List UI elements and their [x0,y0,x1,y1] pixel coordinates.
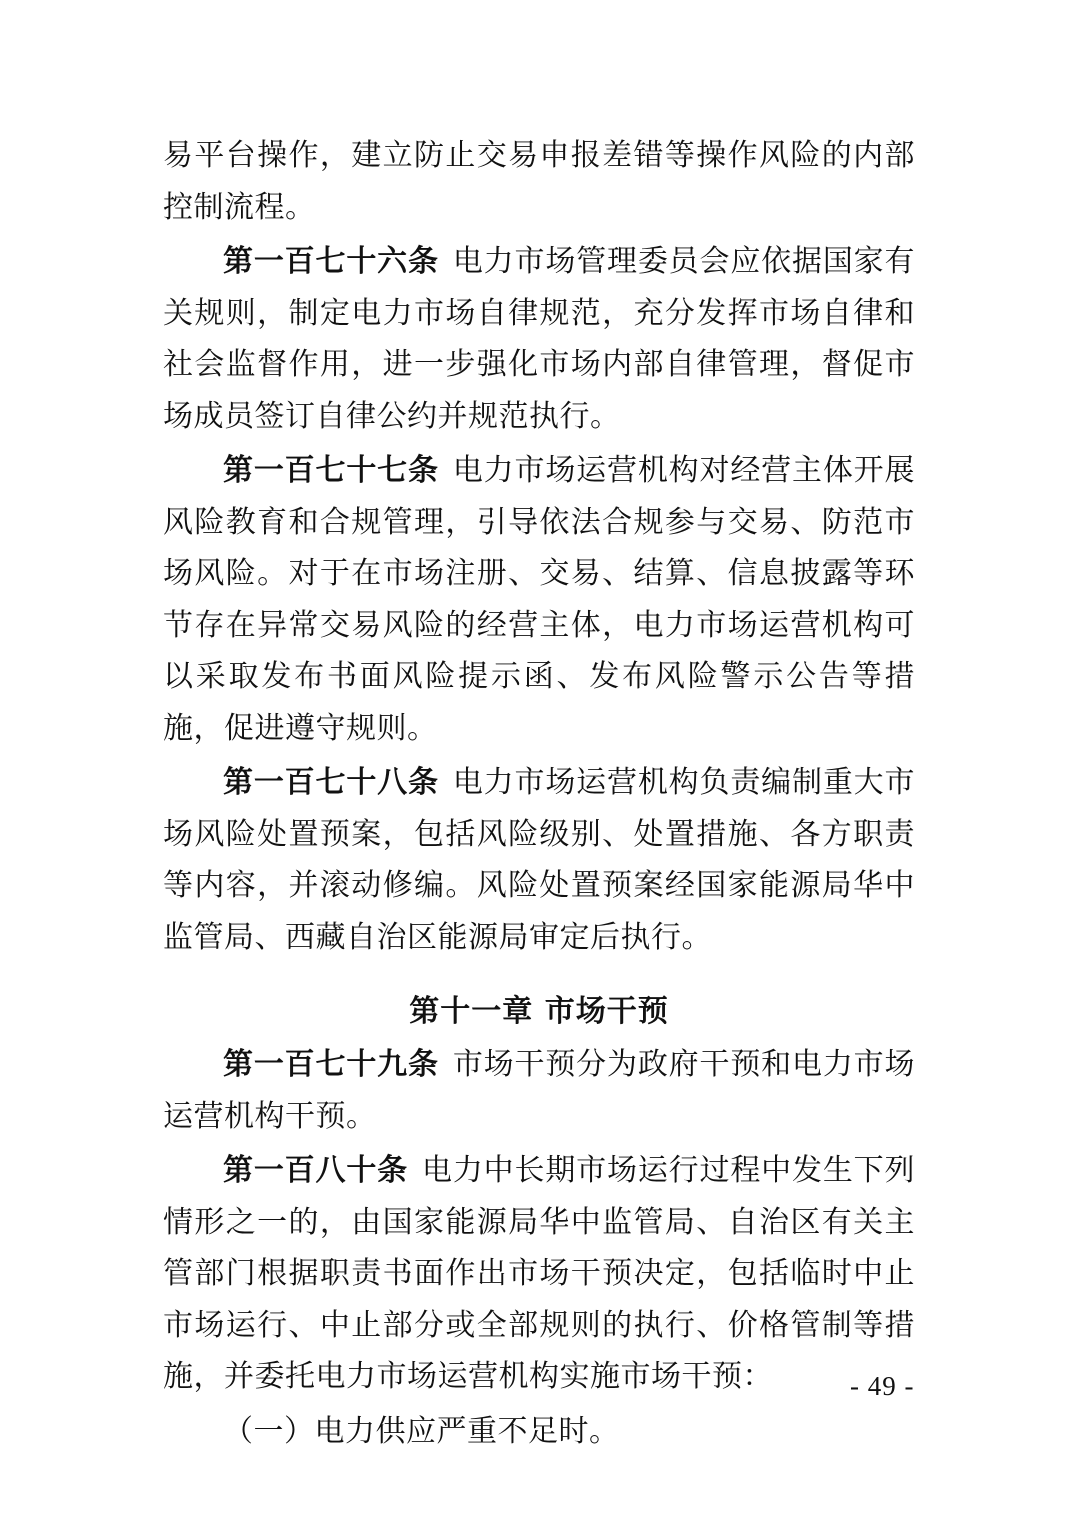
article-number: 第一百八十条 [223,1153,408,1188]
article-number: 第一百七十八条 [223,765,439,800]
article-number: 第一百七十九条 [223,1047,439,1082]
paragraph-continuation [163,130,915,233]
article-text: 电力市场运营机构对经营主体开展风险教育和合规管理，引导依法合规参与交易、防范市场风险。对于在市场注册、交易、结算、信息披露等环节存在异常交易风险的经营主体，电力市场运营机构可以采取发布书面风险提示函、发布风险警示公告等措施，促进遵守规则。 [163,453,916,746]
article-text: 电力中长期市场运行过程中发生下列情形之一的，由国家能源局华中监管局、自治区有关主管部门根据职责书面作出市场干预决定，包括临时中止市场运行、中止部分或全部规则的执行、价格管制等措施，并委托电力市场运营机构实施市场干预： [163,1153,915,1394]
chapter-title: 第十一章 市场干预 [409,994,669,1029]
article-number: 第一百七十六条 [223,244,439,279]
article-179 [163,1039,915,1142]
paragraph-text: 易平台操作，建立防止交易申报差错等操作风险的内部控制流程。 [163,138,915,225]
article-text: 电力市场运营机构负责编制重大市场风险处置预案，包括风险级别、处置措施、各方职责等内容，并滚动修编。风险处置预案经国家能源局华中监管局、西藏自治区能源局审定后执行。 [163,765,916,955]
article-text: 电力市场管理委员会应依据国家有关规则，制定电力市场自律规范，充分发挥市场自律和社会监督作用，进一步强化市场内部自律管理，督促市场成员签订自律公约并规范执行。 [163,244,916,434]
article-text: 市场干预分为政府干预和电力市场运营机构干预。 [163,1047,916,1134]
article-number: 第一百七十七条 [223,453,439,488]
list-item-1 [163,1406,915,1458]
article-178 [163,757,915,963]
list-item-text: （一）电力供应严重不足时。 [223,1413,620,1449]
article-177 [163,445,915,754]
article-180 [163,1145,915,1403]
article-176 [163,236,915,442]
page-number: - 49 - [850,1371,915,1401]
document-body [163,130,915,1457]
